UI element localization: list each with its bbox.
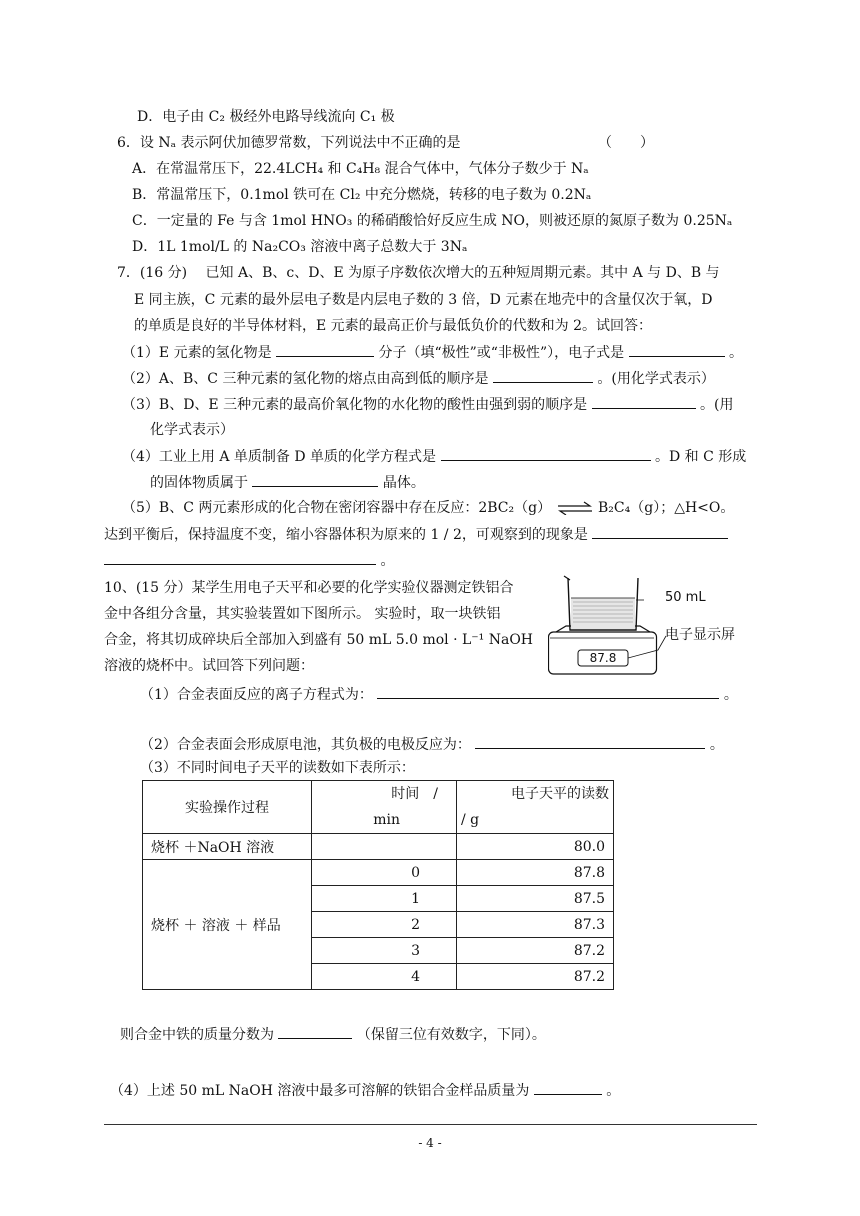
q10-part1-text: （1）合金表面反应的离子方程式为： xyxy=(140,687,373,703)
q10-part2-end: 。 xyxy=(709,737,724,753)
answer-blank[interactable] xyxy=(441,446,651,461)
header-time-unit: min xyxy=(373,812,400,828)
q7-part1-text-b: 分子（填“极性”或“非极性”），电子式是 xyxy=(378,345,625,361)
q6-option-d: D．1L 1mol/L 的 Na₂CO₃ 溶液中离子总数大于 3Nₐ xyxy=(132,239,468,255)
q7-part4 xyxy=(122,446,746,467)
page-number: - 4 - xyxy=(418,1136,442,1150)
row-time: 3 xyxy=(312,938,457,964)
q7-stem-line3: 的单质是良好的半导体材料，E 元素的最高正价与最低负价的代数和为 2。试回答： xyxy=(134,318,653,334)
q7-part1-text-a: （1）E 元素的氢化物是 xyxy=(122,345,272,361)
table-row xyxy=(143,860,614,886)
balance-reading: 87.8 xyxy=(589,651,617,665)
group-label: 烧杯 ＋ 溶液 ＋ 样品 xyxy=(143,860,312,990)
q10-stem-line1: 10、(15 分）某学生用电子天平和必要的化学实验仪器测定铁铝合 xyxy=(104,580,514,596)
row-reading: 87.3 xyxy=(457,912,614,938)
answer-blank[interactable] xyxy=(629,342,725,357)
q10-part3-text-end: （保留三位有效数字，下同）。 xyxy=(356,1027,546,1043)
row-time: 1 xyxy=(312,886,457,912)
q7-part4-text-b: 。D 和 C 形成 xyxy=(654,449,747,465)
header-process: 实验操作过程 xyxy=(143,781,312,834)
q10-part1-end: 。 xyxy=(723,687,738,703)
row-time xyxy=(312,834,457,860)
q7-part5-cont xyxy=(104,524,728,545)
q5-option-d: D．电子由 C₂ 极经外电路导线流向 C₁ 极 xyxy=(137,109,395,125)
screen-label: 电子显示屏 xyxy=(665,627,735,643)
answer-blank[interactable] xyxy=(278,1024,352,1039)
q6-option-a: A．在常温常压下，22.4LCH₄ 和 C₄H₈ 混合气体中，气体分子数少于 Nₐ xyxy=(132,161,589,177)
q7-part5-text-b: B₂C₄（g）；△H<O。 xyxy=(598,500,735,516)
q6-stem: 6．设 Nₐ 表示阿伏加德罗常数，下列说法中不正确的是 xyxy=(117,135,461,151)
row-time: 4 xyxy=(312,964,457,990)
answer-blank[interactable] xyxy=(377,684,719,699)
apparatus-figure xyxy=(548,568,763,682)
q7-part4-cont xyxy=(150,472,425,493)
row-time: 0 xyxy=(312,860,457,886)
q10-part2-text: （2）合金表面会形成原电池，其负极的电极反应为： xyxy=(140,737,471,753)
balance-readings-table xyxy=(142,780,614,990)
header-reading-label: 电子天平的读数 xyxy=(511,786,609,802)
answer-blank[interactable] xyxy=(252,472,378,487)
q7-stem-line1: 7．(16 分) 已知 A、B、c、D、E 为原子序数依次增大的五种短周期元素。其中 A 与 D、B 与 xyxy=(117,265,720,281)
q7-part2-text-a: （2）A、B、C 三种元素的氢化物的熔点由高到低的顺序是 xyxy=(122,371,489,387)
q10-stem-line3: 合金，将其切成碎块后全部加入到盛有 50 mL 5.0 mol · L⁻¹ NaOH xyxy=(104,632,534,648)
q6-option-c: C．一定量的 Fe 与含 1mol HNO₃ 的稀硝酸恰好反应生成 NO，则被还原的氮原子数为 0.25Nₐ xyxy=(132,213,733,229)
header-reading xyxy=(457,781,614,834)
row-reading: 87.2 xyxy=(457,964,614,990)
answer-blank[interactable] xyxy=(104,550,376,565)
answer-blank[interactable] xyxy=(475,734,705,749)
q10-part3-text: 则合金中铁的质量分数为 xyxy=(120,1027,274,1043)
q10-stem-line4: 溶液的烧杯中。试回答下列问题： xyxy=(104,658,314,674)
q6-option-b: B．常温常压下，0.1mol 铁可在 Cl₂ 中充分燃烧，转移的电子数为 0.2Nₐ xyxy=(132,187,592,203)
row-label: 烧杯 ＋NaOH 溶液 xyxy=(143,834,312,860)
q7-part2 xyxy=(122,368,715,389)
header-reading-unit: / g xyxy=(461,812,480,828)
q7-part3-cont: 化学式表示） xyxy=(150,422,234,438)
answer-blank[interactable] xyxy=(276,342,374,357)
q7-part4-text-c: 的固体物质属于 xyxy=(150,475,248,491)
table-row xyxy=(143,834,614,860)
row-reading: 80.0 xyxy=(457,834,614,860)
q7-part5-text-c: 达到平衡后，保持温度不变，缩小容器体积为原来的 1 / 2，可观察到的现象是 xyxy=(104,527,588,543)
q7-part5-end: 。 xyxy=(380,553,395,569)
q7-part1 xyxy=(122,342,743,363)
answer-blank[interactable] xyxy=(592,524,728,539)
row-reading: 87.8 xyxy=(457,860,614,886)
q10-stem-line2: 金中各组分含量，其实验装置如下图所示。 实验时，取一块铁铝 xyxy=(104,606,501,622)
equilibrium-arrow-icon xyxy=(556,501,594,515)
q10-part3: （3）不同时间电子天平的读数如下表所示： xyxy=(140,760,415,776)
q7-part5-text-a: （5）B、C 两元素形成的化合物在密闭容器中存在反应：2BC₂（g） xyxy=(122,500,552,516)
answer-blank[interactable] xyxy=(493,368,593,383)
q10-part4-end: 。 xyxy=(606,1083,621,1099)
row-time: 2 xyxy=(312,912,457,938)
header-time xyxy=(312,781,457,834)
q7-part3 xyxy=(122,394,733,415)
volume-label: 50 mL xyxy=(665,590,706,605)
q7-part4-text-a: （4）工业上用 A 单质制备 D 单质的化学方程式是 xyxy=(122,449,437,465)
row-reading: 87.5 xyxy=(457,886,614,912)
footer-divider xyxy=(104,1124,757,1125)
q10-part3-question xyxy=(120,1024,546,1045)
q7-part1-end: 。 xyxy=(729,345,744,361)
q6-answer-paren: （ ） xyxy=(598,135,654,151)
q10-part2 xyxy=(140,734,724,755)
q7-part3-text-a: （3）B、D、E 三种元素的最高价氧化物的水化物的酸性由强到弱的顺序是 xyxy=(122,397,588,413)
q10-part1 xyxy=(140,684,738,705)
q7-part5 xyxy=(122,498,734,518)
q7-part4-text-d: 晶体。 xyxy=(382,475,425,491)
q7-part5-cont2 xyxy=(104,550,394,571)
answer-blank[interactable] xyxy=(534,1080,602,1095)
q10-part4 xyxy=(110,1080,620,1101)
q7-part2-text-b: 。(用化学式表示） xyxy=(597,371,715,387)
q7-stem-line2: E 同主族，C 元素的最外层电子数是内层电子数的 3 倍，D 元素在地壳中的含量仅次于氧，D xyxy=(134,292,713,308)
header-time-label: 时间 / xyxy=(391,786,438,802)
q7-part3-text-b: 。(用 xyxy=(700,397,734,413)
answer-blank[interactable] xyxy=(592,394,696,409)
q10-part4-text: （4）上述 50 mL NaOH 溶液中最多可溶解的铁铝合金样品质量为 xyxy=(110,1083,530,1099)
row-reading: 87.2 xyxy=(457,938,614,964)
